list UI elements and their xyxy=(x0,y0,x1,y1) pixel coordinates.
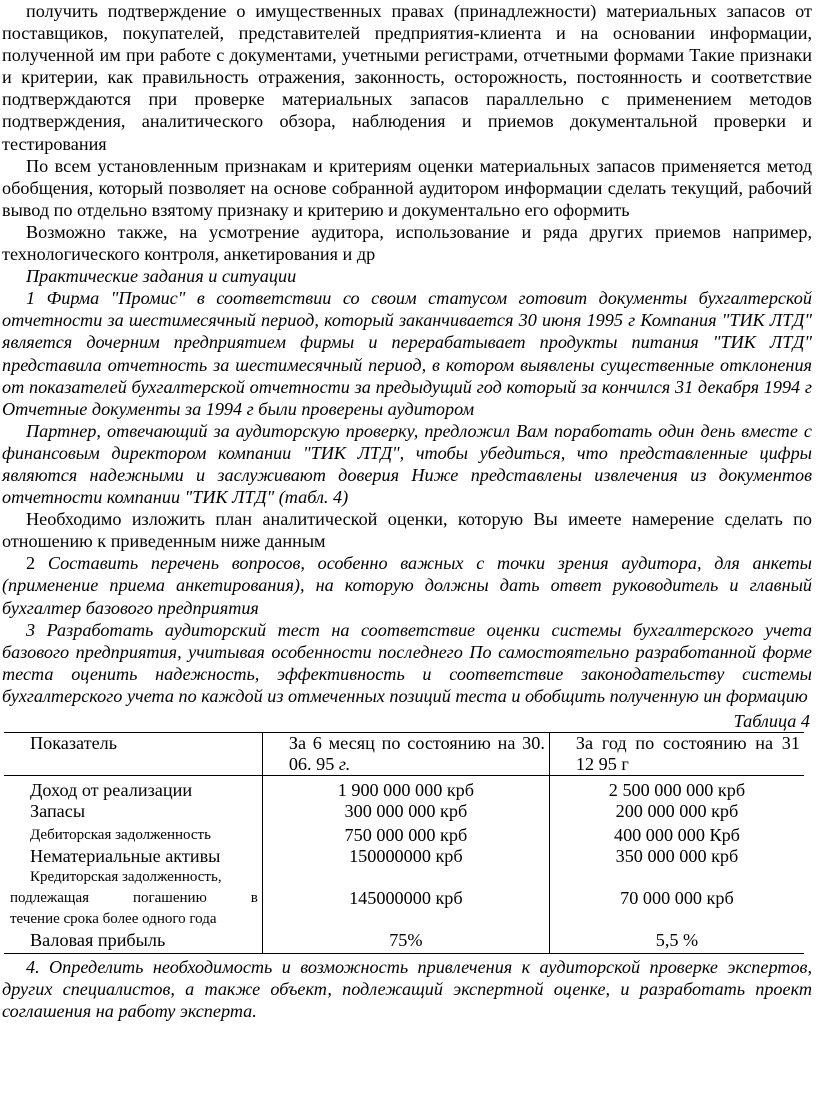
row-value-year: 200 000 000 крб xyxy=(549,801,804,822)
row-value-year: 350 000 000 крб xyxy=(549,846,804,867)
row-label-line: течение срока более одного года xyxy=(10,911,217,927)
row-value-year: 5,5 % xyxy=(549,930,804,954)
paragraph-generalization: По всем установленным признакам и критериям оценки материальных запасов применяется метод обобщения, который позволяет на основе собранной аудитором информации сделать текущий, рабочий вывод по отдельно взятому признаку и критерию и документально его оформить xyxy=(2,155,812,220)
paragraph-other-methods: Возможно также, на усмотрение аудитора, использование и ряда других приемов например, технологического контроля, анкетирования и др xyxy=(2,221,812,265)
row-value-6m: 1 900 000 000 крб xyxy=(262,776,549,802)
header-six-months-main: За 6 месяц по состоянию на 30. 06. 95 xyxy=(288,733,545,774)
task-2 xyxy=(2,552,812,618)
row-value-year: 2 500 000 000 крб xyxy=(549,776,804,802)
header-indicator: Показатель xyxy=(4,733,262,776)
row-value-year: 70 000 000 крб xyxy=(549,867,804,930)
paragraph-continuation: получить подтверждение о имущественных правах (принадлежности) материальных запасов от поставщиков, покупателей, представителей предприятия-клиента и на основании информации, полученной им при работе с документами, учетными регистрами, отчетными формами Такие признаки и критерии, как правильность отражения, законность, осторожность, постоянность и соответствие подтверждаются при проверке материальных запасов параллельно с применением методов подтверждения, аналитического обзора, наблюдения и приемов документальной проверки и тестирования xyxy=(2,1,812,154)
header-six-months xyxy=(262,733,549,776)
table-row xyxy=(4,846,804,867)
row-label: Дебиторская задолженность xyxy=(30,827,211,843)
row-value-6m: 150000000 крб xyxy=(262,846,549,867)
table-row xyxy=(4,930,804,954)
indicators-table xyxy=(4,732,804,954)
header-year: За год по состоянию на 31 12 95 г xyxy=(549,733,804,776)
row-label: Валовая прибыль xyxy=(4,930,262,954)
table-header-row xyxy=(4,733,804,776)
task-1: 1 Фирма "Промис" в соответствии со своим статусом готовит документы бухгалтерской отчетности за шестимесячный период, который заканчивается 30 июня 1995 г Компания "ТИК ЛТД" является дочерним предприятием фирмы и перерабатывает продукты питания "ТИК ЛТД" представила отчетность за шестимесячный период, в котором выявлены существенные отклонения от показателей бухгалтерской отчетности за предыдущий год который за кончился 31 декабря 1994 г Отчетные документы за 1994 г были проверены аудитором xyxy=(2,288,812,419)
row-label: Запасы xyxy=(30,801,86,821)
row-label: Доход от реализации xyxy=(30,780,193,800)
table-row xyxy=(4,867,804,930)
row-label: Нематериальные активы xyxy=(30,846,221,866)
row-label-line: Кредиторская задолженность, xyxy=(30,869,222,885)
table-row xyxy=(4,776,804,802)
task-3: 3 Разработать аудиторский тест на соответствие оценки системы бухгалтерского учета базового предприятия, учитывая особенности последнего По самостоятельно разработанной форме теста оценить надежность, эффективность и соответствие законодательству системы бухгалтерского учета по каждой из отмеченных позиций теста и обобщить полученную ин формацию xyxy=(2,619,812,706)
header-six-months-tail: г. xyxy=(338,754,351,774)
table-row xyxy=(4,822,804,846)
section-title: Практические задания и ситуации xyxy=(26,266,297,287)
table-row xyxy=(4,801,804,822)
row-value-year: 400 000 000 Крб xyxy=(549,822,804,846)
row-value-6m: 75% xyxy=(262,930,549,954)
row-label-multiline xyxy=(4,867,262,930)
task-1-partner: Партнер, отвечающий за аудиторскую проверку, предложил Вам поработать один день вместе с финансовым директором компании "ТИК ЛТД", чтобы убедиться, что представленные цифры являются надежными и заслуживают доверия Ниже представлены извлечения из документов отчетности компании "ТИК ЛТД" (табл. 4) xyxy=(2,420,812,508)
row-value-6m: 300 000 000 крб xyxy=(262,801,549,822)
task-1-plan: Необходимо изложить план аналитической оценки, которую Вы имеете намерение сделать по отношению к приведенным ниже данным xyxy=(2,509,812,552)
task-2-text: Составить перечень вопросов, особенно важных с точки зрения аудитора, для анкеты (применение приема анкетирования), на которую должны дать ответ руководитель и главный бухгалтер базового предприятия xyxy=(2,553,812,618)
row-value-6m: 750 000 000 крб xyxy=(262,822,549,846)
table-caption: Таблица 4 xyxy=(733,711,810,731)
task-2-number: 2 xyxy=(26,553,48,574)
task-4: 4. Определить необходимость и возможность привлечения к аудиторской проверке экспертов, других специалистов, а также объект, подлежащий экспертной оценке, и разработать проект соглашения на работу эксперта. xyxy=(2,957,812,1022)
row-value-6m: 145000000 крб xyxy=(262,867,549,930)
row-label-line: подлежащая погашению в xyxy=(10,890,258,906)
